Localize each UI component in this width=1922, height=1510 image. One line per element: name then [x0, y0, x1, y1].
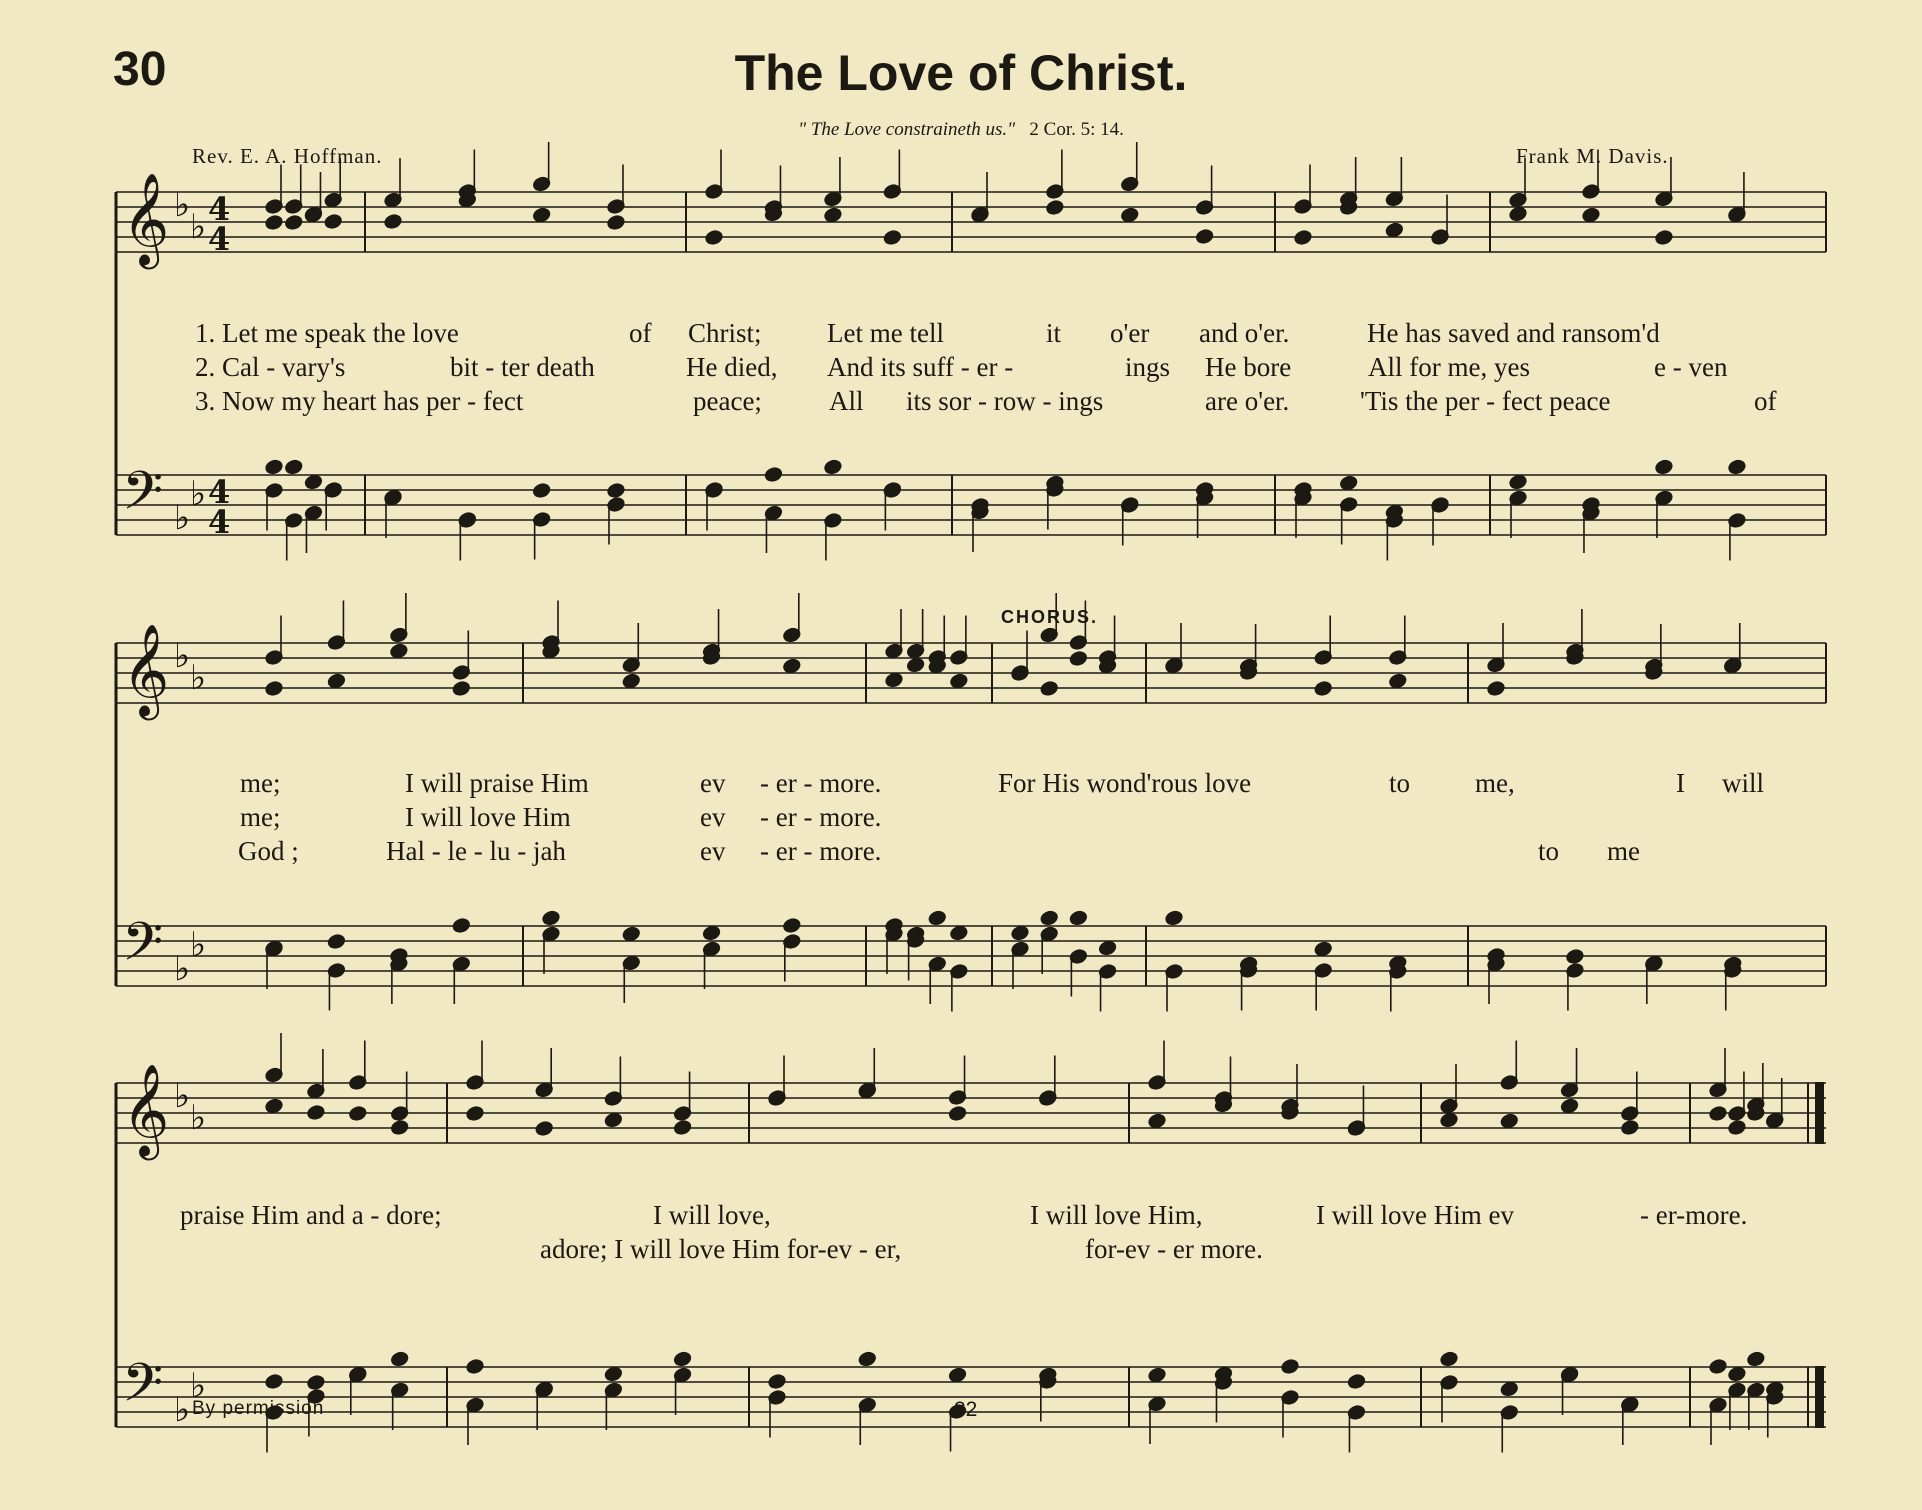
lyric-syllable: He has saved and ransom'd: [1367, 318, 1660, 348]
note-head: [1385, 222, 1404, 239]
bass-clef-icon: 𝄢: [122, 912, 164, 986]
lyric-syllable: are o'er.: [1205, 386, 1290, 416]
epigraph-quote: " The Love constraineth us.": [798, 119, 1016, 140]
note-head: [928, 910, 947, 927]
note-head: [702, 925, 721, 942]
note-head: [1500, 1381, 1519, 1398]
note-head: [1069, 910, 1088, 927]
note-head: [264, 1098, 283, 1115]
note-head: [782, 917, 801, 934]
note-head: [1195, 228, 1214, 245]
note-head: [883, 229, 902, 246]
note-head: [1388, 673, 1407, 690]
author-credit: Rev. E. A. Hoffman.: [192, 144, 383, 168]
note-head: [465, 1358, 484, 1375]
note-head: [1010, 925, 1029, 942]
lyric-syllable: He died,: [686, 352, 778, 382]
lyric-syllable: 2. Cal - vary's: [195, 352, 346, 382]
lyric-syllable: bit - ter death: [450, 352, 595, 382]
note-head: [949, 673, 968, 690]
lyric-syllable: me;: [240, 768, 281, 798]
treble-clef-icon: 𝄞: [122, 1063, 170, 1156]
note-head: [1581, 207, 1600, 224]
note-head: [906, 657, 925, 674]
lyric-syllable: Hal - le - lu - jah: [386, 836, 566, 866]
note-head: [606, 482, 625, 499]
lyric-syllable: e - ven: [1654, 352, 1728, 382]
lyric-syllable: it: [1046, 318, 1062, 348]
time-sig-bottom: 4: [208, 220, 231, 258]
lyric-syllable: For His wond'rous love: [998, 768, 1252, 798]
flat-icon: ♭: [174, 1390, 191, 1430]
note-head: [1339, 475, 1358, 492]
chorus-label: CHORUS.: [1001, 607, 1099, 627]
lyric-syllable: 1. Let me speak the love: [195, 318, 459, 348]
composer-credit: Frank M. Davis.: [1516, 144, 1669, 168]
note-head: [1314, 680, 1333, 697]
lyric-syllable: to: [1538, 836, 1560, 866]
note-head: [306, 1374, 325, 1391]
note-head: [1560, 1098, 1579, 1115]
lyric-syllable: ev: [700, 768, 726, 798]
lyric-syllable: me;: [240, 802, 281, 832]
time-sig-bottom: 4: [208, 503, 231, 541]
note-head: [673, 1119, 692, 1136]
note-head: [622, 673, 641, 690]
lyric-syllable: I will love Him,: [1030, 1200, 1203, 1230]
note-head: [1727, 459, 1746, 476]
note-head: [948, 1367, 967, 1384]
flat-icon: ♭: [190, 1098, 207, 1138]
lyric-syllable: And its suff - er -: [827, 352, 1014, 382]
lyric-syllable: All: [829, 386, 864, 416]
note-head: [390, 1351, 409, 1368]
note-head: [673, 1351, 692, 1368]
note-head: [764, 466, 783, 483]
note-head: [452, 680, 471, 697]
note-head: [535, 1120, 554, 1137]
note-head: [304, 474, 323, 491]
lyric-syllable: will: [1722, 768, 1765, 798]
lyric-syllable: me: [1607, 836, 1640, 866]
note-head: [823, 459, 842, 476]
note-head: [1314, 941, 1333, 958]
lyric-syllable: of: [1754, 386, 1777, 416]
note-head: [1508, 206, 1527, 223]
note-head: [1439, 1351, 1458, 1368]
note-head: [823, 207, 842, 224]
lyric-syllable: I: [1676, 768, 1685, 798]
lyric-syllable: 'Tis the per - fect peace: [1360, 386, 1611, 416]
flat-icon: ♭: [190, 658, 207, 698]
note-head: [1120, 207, 1139, 224]
final-barline: [1816, 1367, 1823, 1427]
lyric-syllable: peace;: [693, 386, 762, 416]
lyric-syllable: ev: [700, 836, 726, 866]
note-head: [604, 1112, 623, 1129]
note-head: [1508, 474, 1527, 491]
lyric-syllable: praise Him and a - dore;: [180, 1200, 442, 1230]
note-head: [1293, 229, 1312, 246]
note-head: [1164, 910, 1183, 927]
note-head: [1500, 1113, 1519, 1130]
bass-clef-icon: 𝄢: [122, 1353, 164, 1427]
final-barline: [1816, 1083, 1823, 1143]
note-head: [264, 680, 283, 697]
note-head: [1746, 1351, 1765, 1368]
time-sig-top: 4: [208, 190, 231, 228]
flat-icon: ♭: [174, 949, 191, 989]
treble-clef-icon: 𝄞: [122, 623, 170, 716]
note-head: [622, 926, 641, 943]
hymn-title: The Love of Christ.: [734, 45, 1188, 101]
lyric-syllable: 3. Now my heart has per - fect: [195, 386, 524, 416]
note-head: [884, 672, 903, 689]
lyric-syllable: ev: [700, 802, 726, 832]
note-head: [1708, 1358, 1727, 1375]
lyric-syllable: of: [629, 318, 652, 348]
lyric-syllable: and o'er.: [1199, 318, 1290, 348]
note-head: [1486, 680, 1505, 697]
lyric-syllable: All for me, yes: [1368, 352, 1530, 382]
note-head: [1620, 1119, 1639, 1136]
flat-icon: ♭: [190, 925, 207, 965]
flat-icon: ♭: [174, 185, 191, 225]
note-head: [858, 1351, 877, 1368]
lyric-syllable: - er - more.: [760, 768, 882, 798]
lyric-syllable: Christ;: [688, 318, 762, 348]
lyric-syllable: its sor - row - ings: [906, 386, 1104, 416]
note-head: [1439, 1112, 1458, 1129]
note-head: [541, 910, 560, 927]
note-head: [1565, 948, 1584, 965]
note-head: [1147, 1367, 1166, 1384]
note-head: [948, 1105, 967, 1122]
note-head: [327, 673, 346, 690]
lyric-syllable: - er-more.: [1640, 1200, 1748, 1230]
note-head: [1040, 680, 1059, 697]
note-head: [390, 1119, 409, 1136]
flat-icon: ♭: [174, 1076, 191, 1116]
hymn-number: 30: [113, 43, 167, 96]
flat-icon: ♭: [174, 498, 191, 538]
permission-note: By permission: [192, 1398, 325, 1419]
lyric-syllable: ings: [1125, 352, 1171, 382]
note-head: [1045, 199, 1064, 216]
note-head: [324, 213, 343, 230]
lyric-syllable: - er - more.: [760, 802, 882, 832]
note-head: [264, 459, 283, 476]
note-head: [327, 933, 346, 950]
note-head: [604, 1366, 623, 1383]
epigraph-reference: 2 Cor. 5: 14.: [1029, 119, 1124, 140]
note-head: [782, 658, 801, 675]
lyric-syllable: I will praise Him: [405, 768, 589, 798]
lyric-syllable: I will love,: [653, 1200, 771, 1230]
note-head: [606, 214, 625, 231]
note-head: [452, 917, 471, 934]
note-head: [1098, 940, 1117, 957]
note-head: [348, 1105, 367, 1122]
flat-icon: ♭: [190, 1366, 207, 1406]
lyric-syllable: adore; I will love Him for-ev - er,: [540, 1234, 902, 1264]
note-head: [389, 643, 408, 660]
note-head: [284, 459, 303, 476]
lyric-syllable: - er - more.: [760, 836, 882, 866]
lyric-syllable: me,: [1475, 768, 1515, 798]
note-head: [1280, 1358, 1299, 1375]
lyric-syllable: o'er: [1110, 318, 1150, 348]
note-head: [1347, 1373, 1366, 1390]
lyric-syllable: I will love Him: [405, 802, 571, 832]
note-head: [532, 482, 551, 499]
note-head: [383, 213, 402, 230]
note-head: [704, 229, 723, 246]
lyric-syllable: to: [1389, 768, 1411, 798]
note-head: [264, 1373, 283, 1390]
note-head: [1040, 910, 1059, 927]
note-head: [532, 207, 551, 224]
treble-clef-icon: 𝄞: [122, 172, 170, 265]
note-head: [465, 1105, 484, 1122]
note-head: [1727, 1366, 1746, 1383]
note-head: [306, 1104, 325, 1121]
note-head: [284, 214, 303, 231]
note-head: [1069, 650, 1088, 667]
note-head: [1654, 459, 1673, 476]
note-head: [767, 1373, 786, 1390]
note-head: [264, 214, 283, 231]
flat-icon: ♭: [174, 636, 191, 676]
lyric-syllable: He bore: [1205, 352, 1292, 382]
time-sig-top: 4: [208, 473, 231, 511]
lyric-syllable: God ;: [238, 836, 299, 866]
flat-icon: ♭: [190, 207, 207, 247]
lyric-syllable: Let me tell: [827, 318, 944, 348]
page-number: 32: [954, 1398, 978, 1421]
flat-icon: ♭: [190, 474, 207, 514]
lyric-syllable: for-ev - er more.: [1085, 1234, 1263, 1264]
note-head: [949, 925, 968, 942]
bass-clef-icon: 𝄢: [122, 461, 164, 535]
lyric-syllable: I will love Him ev: [1316, 1200, 1514, 1230]
note-head: [1727, 1119, 1746, 1136]
note-head: [1147, 1113, 1166, 1130]
note-head: [1654, 229, 1673, 246]
note-head: [1708, 1105, 1727, 1122]
